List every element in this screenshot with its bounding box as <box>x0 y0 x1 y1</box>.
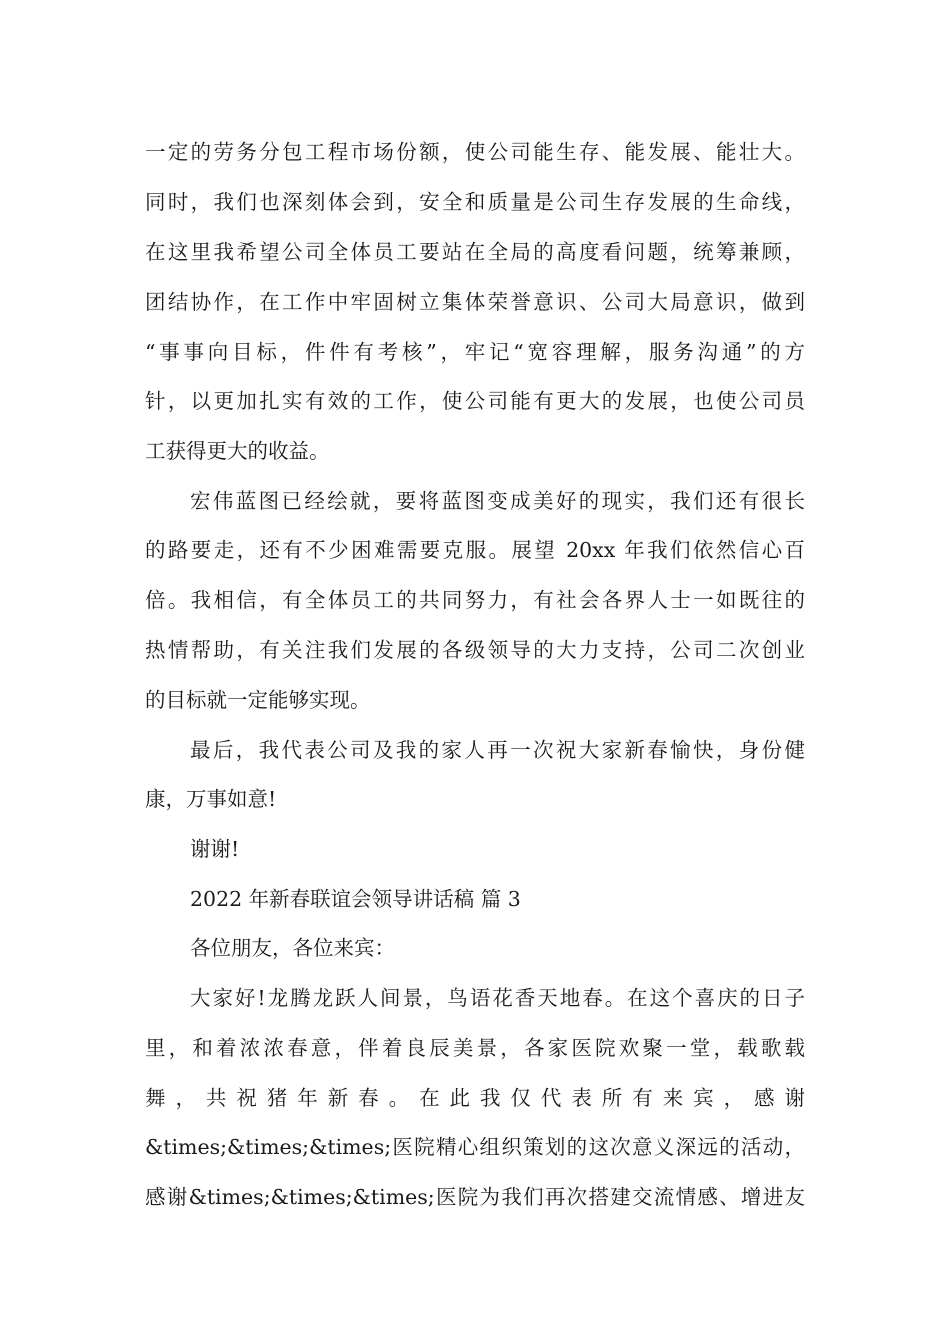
paragraph-line: 同时，我们也深刻体会到，安全和质量是公司生存发展的生命线， <box>145 190 805 214</box>
paragraph-line: 在这里我希望公司全体员工要站在全局的高度看问题，统筹兼顾， <box>145 240 805 264</box>
paragraph-line: 倍。我相信，有全体员工的共同努力，有社会各界人士一如既往的 <box>145 588 805 612</box>
paragraph-line: 宏伟蓝图已经绘就，要将蓝图变成美好的现实，我们还有很长 <box>190 489 805 513</box>
paragraph-line: 工获得更大的收益。 <box>145 439 330 463</box>
paragraph-line: 康，万事如意! <box>145 787 277 811</box>
paragraph-line: 一定的劳务分包工程市场份额，使公司能生存、能发展、能壮大。 <box>145 140 805 164</box>
paragraph-line: “事事向目标，件件有考核”，牢记“宽容理解，服务沟通”的方 <box>145 340 805 364</box>
closing-line: 谢谢! <box>190 837 240 861</box>
section-heading: 2022 年新春联谊会领导讲话稿 篇 3 <box>190 887 521 911</box>
paragraph-line: 舞 ， 共 祝 猪 年 新 春 。 在 此 我 仅 代 表 所 有 来 宾 ， 感 谢 <box>145 1086 805 1110</box>
salutation-line: 各位朋友，各位来宾： <box>190 936 395 960</box>
paragraph-line: 最后，我代表公司及我的家人再一次祝大家新春愉快，身份健 <box>190 738 805 762</box>
paragraph-line: 大家好!龙腾龙跃人间景，鸟语花香天地春。在这个喜庆的日子 <box>190 986 805 1010</box>
paragraph-line: 团结协作，在工作中牢固树立集体荣誉意识、公司大局意识，做到 <box>145 290 805 314</box>
paragraph-line: &times;&times;&times;医院精心组织策划的这次意义深远的活动， <box>145 1135 805 1159</box>
paragraph-line: 里，和着浓浓春意，伴着良辰美景，各家医院欢聚一堂，载歌载 <box>145 1036 805 1060</box>
paragraph-line: 针，以更加扎实有效的工作，使公司能有更大的发展，也使公司员 <box>145 389 805 413</box>
paragraph-line: 的目标就一定能够实现。 <box>145 688 371 712</box>
paragraph-line: 感谢&times;&times;&times;医院为我们再次搭建交流情感、增进友 <box>145 1185 805 1209</box>
paragraph-line: 的路要走，还有不少困难需要克服。展望 20xx 年我们依然信心百 <box>145 538 805 562</box>
paragraph-line: 热情帮助，有关注我们发展的各级领导的大力支持，公司二次创业 <box>145 638 805 662</box>
